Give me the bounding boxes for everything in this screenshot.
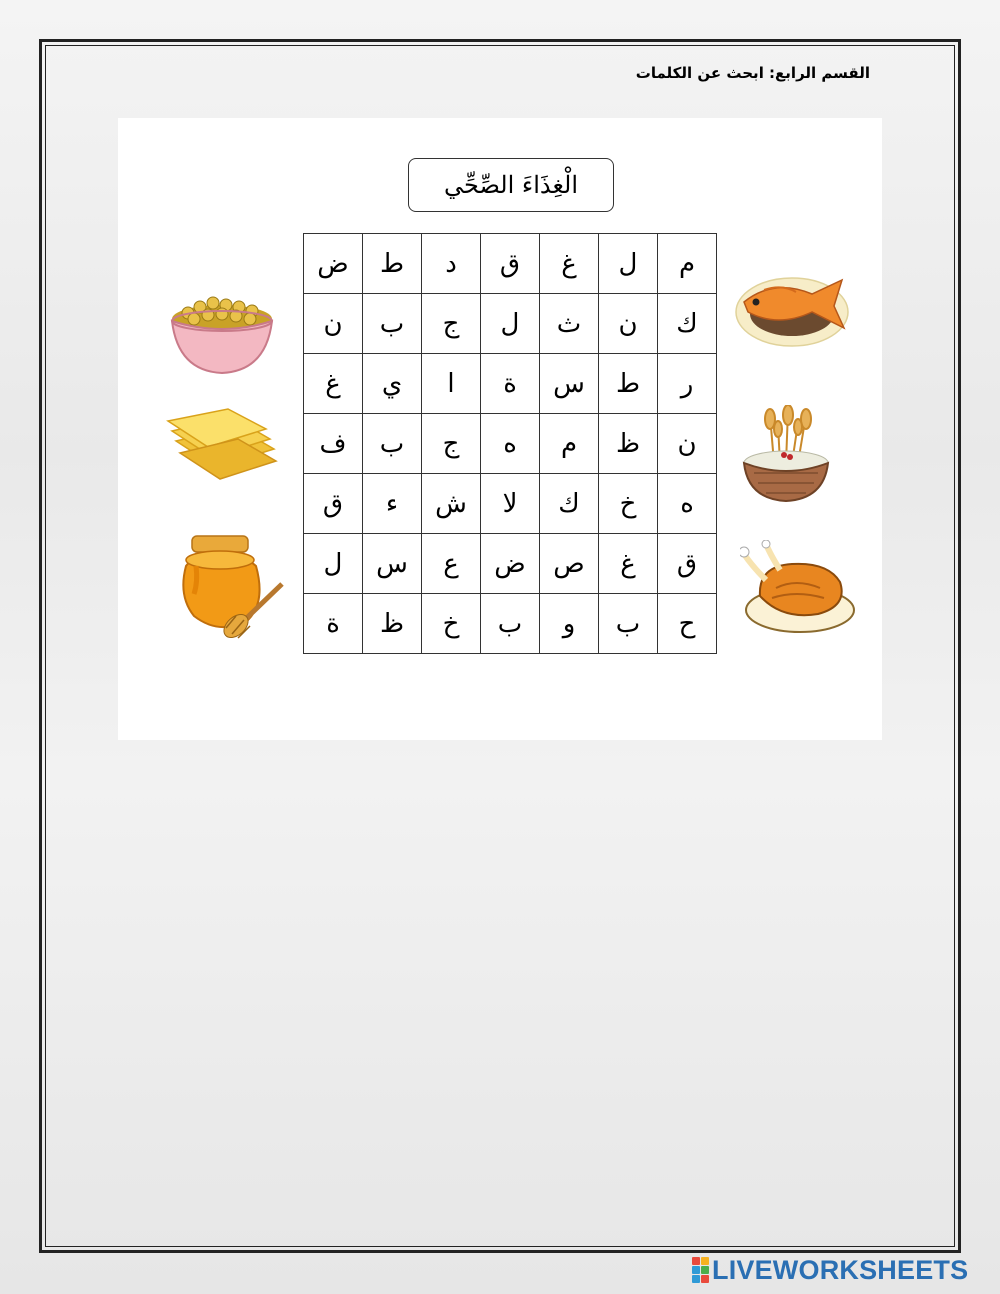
grid-cell[interactable]: غ <box>540 234 599 294</box>
grid-row <box>304 414 717 474</box>
grid-cell[interactable]: ي <box>363 354 422 414</box>
grid-cell[interactable]: ق <box>658 534 717 594</box>
roast-chicken-icon <box>740 540 856 634</box>
cheese-slices-icon <box>166 405 280 485</box>
grid-cell[interactable]: ض <box>304 234 363 294</box>
grid-cell[interactable]: خ <box>422 594 481 654</box>
grid-row <box>304 234 717 294</box>
grid-cell[interactable]: ق <box>481 234 540 294</box>
grid-cell[interactable]: س <box>540 354 599 414</box>
grid-row <box>304 474 717 534</box>
grid-cell[interactable]: ة <box>481 354 540 414</box>
grid-row <box>304 594 717 654</box>
grid-cell[interactable]: ب <box>363 414 422 474</box>
grid-cell[interactable]: غ <box>599 534 658 594</box>
grid-cell[interactable]: ط <box>599 354 658 414</box>
grid-cell[interactable]: ل <box>304 534 363 594</box>
grid-cell[interactable]: ر <box>658 354 717 414</box>
grid-cell[interactable]: ك <box>540 474 599 534</box>
grid-row <box>304 534 717 594</box>
liveworksheets-logo-icon <box>692 1257 709 1283</box>
grid-cell[interactable]: ب <box>599 594 658 654</box>
grid-cell[interactable]: ه <box>658 474 717 534</box>
grid-cell[interactable]: ن <box>304 294 363 354</box>
grid-cell[interactable]: ح <box>658 594 717 654</box>
grid-cell[interactable]: لا <box>481 474 540 534</box>
word-search-grid <box>303 233 717 654</box>
grid-cell[interactable]: ن <box>599 294 658 354</box>
grid-cell[interactable]: ف <box>304 414 363 474</box>
grid-cell[interactable]: ه <box>481 414 540 474</box>
puzzle-title: الْغِذَاءَ الصِّحِّي <box>408 158 614 212</box>
grid-row <box>304 354 717 414</box>
grid-cell[interactable]: ب <box>363 294 422 354</box>
grid-cell[interactable]: غ <box>304 354 363 414</box>
grid-cell[interactable]: و <box>540 594 599 654</box>
liveworksheets-brand: LIVEWORKSHEETS <box>712 1254 969 1285</box>
section-title: القسم الرابع: ابحث عن الكلمات <box>635 64 870 82</box>
grid-cell[interactable]: ق <box>304 474 363 534</box>
grid-row <box>304 294 717 354</box>
grid-cell[interactable]: س <box>363 534 422 594</box>
liveworksheets-logo <box>692 1256 968 1284</box>
grid-cell[interactable]: ض <box>481 534 540 594</box>
grid-cell[interactable]: خ <box>599 474 658 534</box>
grid-cell[interactable]: د <box>422 234 481 294</box>
grid-cell[interactable]: ء <box>363 474 422 534</box>
grid-cell[interactable]: م <box>540 414 599 474</box>
grid-cell[interactable]: ش <box>422 474 481 534</box>
grid-cell[interactable]: ك <box>658 294 717 354</box>
grid-cell[interactable]: ث <box>540 294 599 354</box>
grid-cell[interactable]: ج <box>422 414 481 474</box>
grid-cell[interactable]: ل <box>481 294 540 354</box>
grid-cell[interactable]: ظ <box>599 414 658 474</box>
honey-pot-icon <box>172 532 288 646</box>
grid-cell[interactable]: ب <box>481 594 540 654</box>
grid-cell[interactable]: ص <box>540 534 599 594</box>
grid-cell[interactable]: ع <box>422 534 481 594</box>
grid-cell[interactable]: م <box>658 234 717 294</box>
grid-cell[interactable]: ج <box>422 294 481 354</box>
grid-cell[interactable]: ة <box>304 594 363 654</box>
grid-cell[interactable]: ظ <box>363 594 422 654</box>
grid-cell[interactable]: ن <box>658 414 717 474</box>
grid-cell[interactable]: ط <box>363 234 422 294</box>
wheat-rice-bowl-icon <box>740 405 832 503</box>
grid-cell[interactable]: ل <box>599 234 658 294</box>
pasta-bowl-icon <box>166 285 278 377</box>
fish-plate-icon <box>734 266 850 350</box>
grid-cell[interactable]: ا <box>422 354 481 414</box>
